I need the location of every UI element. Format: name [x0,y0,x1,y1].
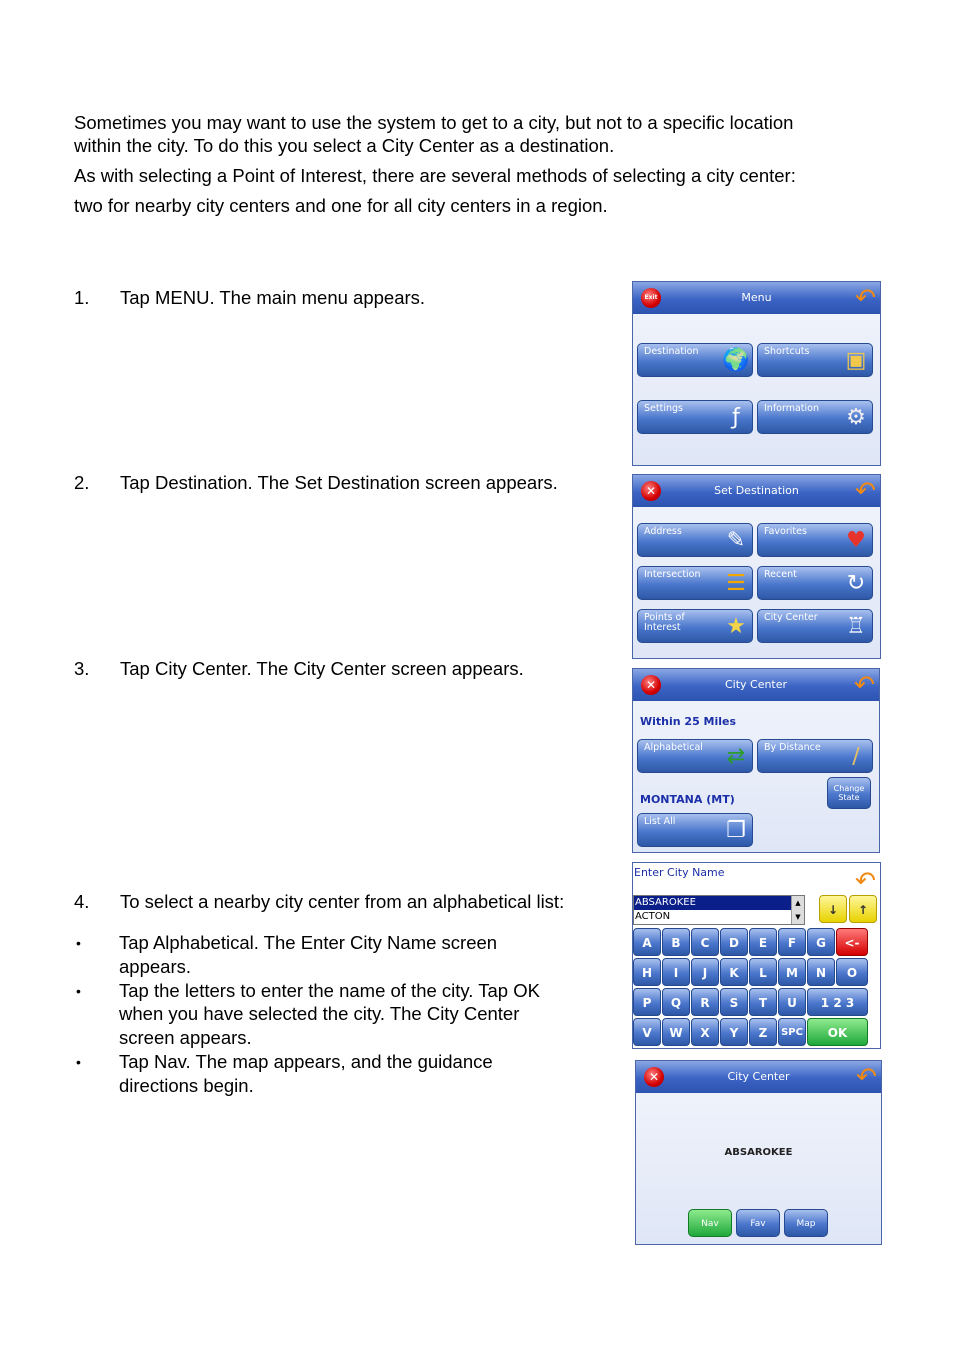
key[interactable]: X [691,1018,719,1046]
screen-title: Menu [741,291,772,304]
car-icon: ⚙ [846,405,866,430]
intro-line-1: Sometimes you may want to use the system to get to a city, but not to a specific location [74,112,794,133]
key[interactable]: Z [749,1018,777,1046]
intro-line-3: As with selecting a Point of Interest, there are several methods of selecting a city center: [74,165,796,186]
step-number: 1. [74,287,90,308]
intro-line-4: two for nearby city centers and one for all city centers in a region. [74,195,608,216]
box-icon: ▣ [845,348,867,373]
key[interactable]: G [807,928,835,956]
key[interactable]: E [749,928,777,956]
key[interactable]: A [633,928,661,956]
close-icon[interactable]: ✕ [644,1067,664,1087]
button-label: By Distance [764,742,821,753]
bullet-line: Tap Alphabetical. The Enter City Name screen [119,932,498,953]
list-item[interactable]: ACTON [635,911,671,922]
city-listbox[interactable] [633,895,805,925]
bullet-line: directions begin. [119,1075,254,1096]
key[interactable]: F [778,928,806,956]
key[interactable]: P [633,988,661,1016]
destination-button[interactable] [637,343,753,377]
bullet-marker: • [76,1054,81,1070]
back-arrow-icon[interactable]: ↶ [855,866,876,895]
points-of-interest-button[interactable] [637,609,753,643]
alphabetical-button[interactable] [637,739,753,773]
list-item-selected[interactable]: ABSAROKEE [634,896,804,910]
button-label: Points of Interest [644,612,685,633]
bullet-line: when you have selected the city. The City Center [119,1003,520,1024]
keyboard-row [633,928,868,956]
screen-title: Set Destination [714,484,799,497]
bullet-line: screen appears. [119,1027,252,1048]
title-bar [633,669,879,701]
nav-button[interactable]: Nav [688,1209,732,1237]
menu-screenshot [632,281,881,466]
keyboard-row [633,958,868,986]
screen-title: City Center [727,1070,790,1083]
within-label: Within 25 Miles [640,715,737,728]
title-bar [633,475,880,507]
ok-key[interactable]: OK [807,1018,868,1046]
information-button[interactable] [757,400,873,434]
key[interactable]: I [662,958,690,986]
step-text: To select a nearby city center from an alphabetical list: [120,891,565,912]
recent-cycle-icon: ↻ [846,571,866,596]
notepad-icon: ❐ [726,818,746,843]
step-number: 3. [74,658,90,679]
step-text: Tap Destination. The Set Destination screen appears. [120,472,558,493]
keyboard-row [633,1018,868,1046]
back-arrow-icon[interactable]: ↶ [856,1062,877,1091]
button-label: Favorites [764,526,807,537]
key[interactable]: V [633,1018,661,1046]
ruler-icon: ∕ [852,744,860,769]
city-center-options-screenshot [632,668,880,853]
enter-city-name-screenshot [632,862,881,1049]
key[interactable]: J [691,958,719,986]
heart-icon: ♥ [846,528,866,553]
key[interactable]: Y [720,1018,748,1046]
key[interactable]: W [662,1018,690,1046]
fav-button[interactable]: Fav [736,1209,780,1237]
intro-line-2: within the city. To do this you select a City Center as a destination. [74,135,615,156]
button-label: Intersection [644,569,701,580]
button-label: City Center [764,612,818,623]
space-key[interactable]: SPC [778,1018,806,1046]
key[interactable]: D [720,928,748,956]
list-scrollbar[interactable]: ▲ ▼ [791,896,804,924]
city-center-result-screenshot [635,1060,882,1245]
bullet-marker: • [76,935,81,951]
close-icon[interactable]: ✕ [641,481,661,501]
screen-title: Enter City Name [634,866,725,879]
screen-title: City Center [724,678,788,691]
step-text: Tap MENU. The main menu appears. [120,287,426,308]
back-arrow-icon[interactable]: ↶ [855,283,876,312]
keyboard-row [633,988,868,1016]
key[interactable]: Q [662,988,690,1016]
title-bar [633,282,880,314]
wrench-icon: ƒ [732,405,740,430]
globe-icon: 🌍 [722,348,750,373]
button-label: Information [764,403,819,414]
button-label: Destination [644,346,699,357]
address-button[interactable] [637,523,753,557]
scroll-up-button[interactable]: ↑ [849,895,877,923]
step-number: 2. [74,472,90,493]
step-number: 4. [74,891,90,912]
button-label: Alphabetical [644,742,703,753]
recent-button[interactable] [757,566,873,600]
by-distance-button[interactable] [757,739,873,773]
key[interactable]: C [691,928,719,956]
settings-button[interactable] [637,400,753,434]
back-arrow-icon[interactable]: ↶ [854,670,875,699]
list-all-button[interactable] [637,813,753,847]
swap-arrows-icon: ⇄ [726,744,746,769]
address-card-icon: ✎ [726,528,746,553]
key[interactable]: R [691,988,719,1016]
close-icon[interactable]: ✕ [641,675,661,695]
star-icon: ★ [726,614,746,639]
change-state-button[interactable]: Change State [827,777,871,809]
selected-city: ABSAROKEE [724,1147,793,1158]
step-text: Tap City Center. The City Center screen appears. [120,658,524,679]
button-label: Recent [764,569,797,580]
set-destination-screenshot [632,474,881,659]
key[interactable]: K [720,958,748,986]
key[interactable]: L [749,958,777,986]
state-label: MONTANA (MT) [640,793,735,806]
intersection-button[interactable] [637,566,753,600]
favorites-button[interactable] [757,523,873,557]
back-arrow-icon[interactable]: ↶ [855,476,876,505]
city-center-button[interactable] [757,609,873,643]
button-label: Settings [644,403,683,414]
key[interactable]: S [720,988,748,1016]
shortcuts-button[interactable] [757,343,873,377]
button-label: Address [644,526,682,537]
key[interactable]: U [778,988,806,1016]
key[interactable]: B [662,928,690,956]
button-label: List All [644,816,676,827]
traffic-light-icon: ☰ [726,571,746,596]
map-button[interactable]: Map [784,1209,828,1237]
key[interactable]: H [633,958,661,986]
city-icon: ♖ [846,614,866,639]
bullet-marker: • [76,983,81,999]
key[interactable]: T [749,988,777,1016]
key[interactable]: N [807,958,835,986]
title-bar [636,1061,881,1093]
key[interactable]: M [778,958,806,986]
numbers-key[interactable]: 1 2 3 [807,988,868,1016]
bullet-line: Tap Nav. The map appears, and the guidance [119,1051,493,1072]
backspace-key[interactable]: <- [836,928,868,956]
bullet-line: appears. [119,956,191,977]
scroll-down-button[interactable]: ↓ [819,895,847,923]
button-label: Shortcuts [764,346,810,357]
bullet-line: Tap the letters to enter the name of the city. Tap OK [119,980,540,1001]
key[interactable]: O [836,958,868,986]
exit-button[interactable]: Exit [641,288,661,308]
